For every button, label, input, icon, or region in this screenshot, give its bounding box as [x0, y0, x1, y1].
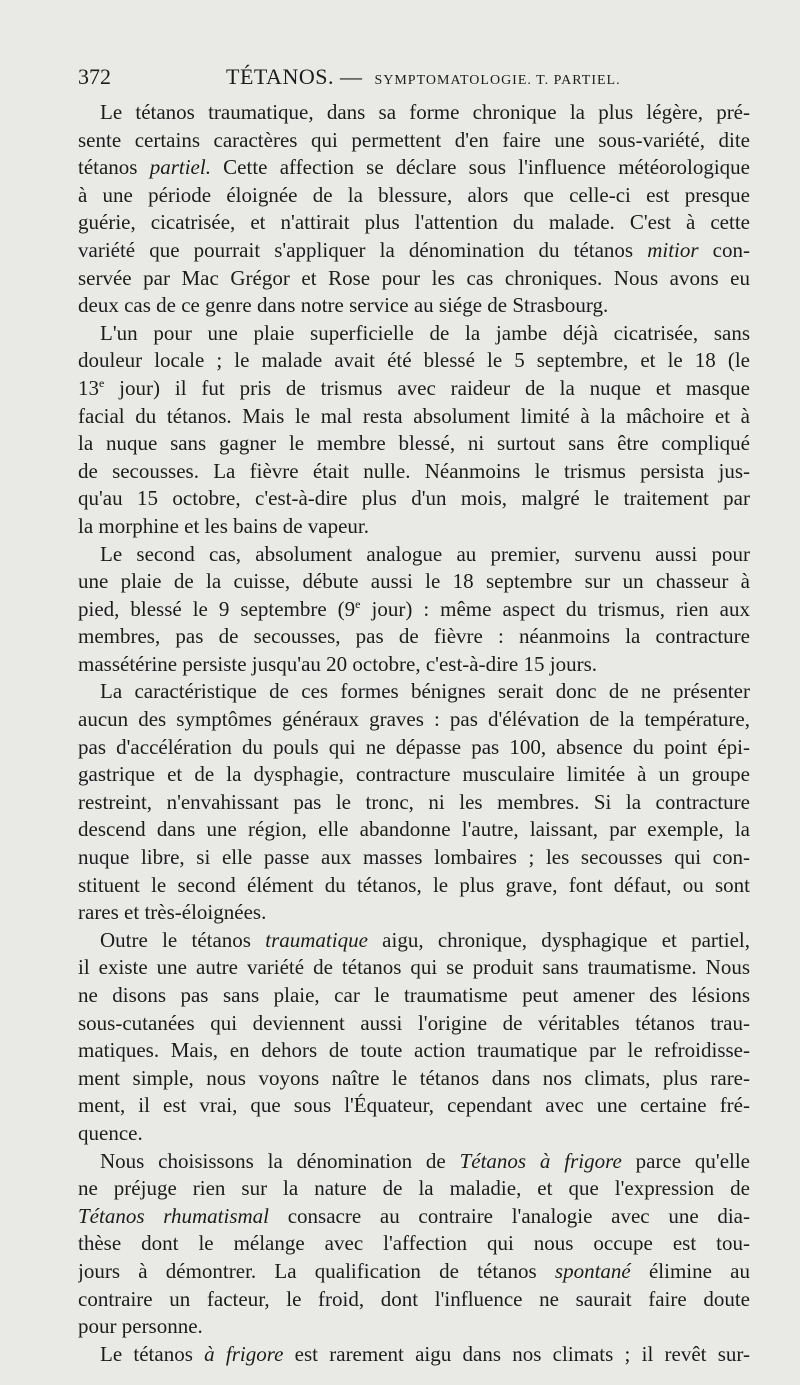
superscript: e: [355, 596, 361, 611]
text-line: [78, 209, 750, 237]
text-run: La caractéristique de ces formes bénignes serait donc de ne présenter: [100, 679, 750, 704]
text-run: pied, blessé le 9 septembre (9: [78, 596, 356, 621]
text-run: ne préjuge rien sur la nature de la maladie, et que l'expression de: [78, 1176, 750, 1201]
text-run: ne disons pas sans plaie, car le traumatisme peut amener des lésions: [78, 983, 750, 1007]
text-line: [78, 1203, 750, 1231]
text-run: thèse dont le mélange avec l'affection qui nous occupe est tou-: [78, 1231, 750, 1256]
text-run: Le tétanos traumatique, dans sa forme chronique la plus légère, pré-: [100, 100, 750, 124]
text-run: à une période éloignée de la blessure, alors que celle-ci est presque: [78, 182, 750, 207]
text-line: [78, 734, 750, 762]
text-run: con-: [698, 237, 750, 262]
running-title: [226, 64, 621, 90]
italic-term: à frigore: [204, 1341, 284, 1366]
text-line: [78, 927, 750, 955]
text-line: [78, 596, 750, 624]
text-line: [78, 872, 750, 900]
italic-term: partiel.: [149, 155, 211, 180]
text-run: deux cas de ce genre dans notre service au siége de Strasbourg.: [78, 293, 609, 318]
text-line: [78, 678, 750, 706]
text-run: 13: [78, 375, 99, 400]
text-line: [78, 403, 750, 431]
text-line: [78, 1037, 750, 1065]
text-run: jours à démontrer. La qualification de tétanos: [78, 1258, 555, 1283]
text-run: gastrique et de la dysphagie, contracture musculaire limitée à un groupe: [78, 762, 750, 787]
text-line: [78, 1313, 750, 1341]
text-line: [78, 347, 750, 375]
chapter-title: TÉTANOS. —: [226, 64, 363, 89]
text-line: [78, 954, 750, 982]
text-run: élimine au: [630, 1258, 750, 1283]
text-run: une plaie de la cuisse, débute aussi le 18 septembre sur un chasseur à: [78, 569, 750, 594]
text-run: qu'au 15 octobre, c'est-à-dire plus d'un mois, malgré le traitement par: [78, 486, 750, 511]
italic-term: Tétanos à frigore: [459, 1148, 622, 1173]
text-run: guérie, cicatrisée, et n'attirait plus l'attention du malade. C'est à cette: [78, 210, 750, 235]
text-line: [78, 458, 750, 486]
text-run: pas d'accélération du pouls qui ne dépasse pas 100, absence du point épi-: [78, 734, 750, 759]
text-line: [78, 265, 750, 293]
text-run: aucun des symptômes généraux graves : pas d'élévation de la température,: [78, 707, 750, 732]
text-run: tétanos: [78, 155, 150, 180]
text-line: [78, 1148, 750, 1176]
text-line: [78, 154, 750, 182]
text-line: [78, 651, 750, 679]
text-run: Outre le tétanos: [100, 927, 266, 952]
text-line: [78, 1341, 750, 1369]
body-text: [78, 99, 750, 1368]
text-run: contraire un facteur, le froid, dont l'influence ne saurait faire doute: [78, 1286, 750, 1311]
text-run: parce qu'elle: [621, 1148, 750, 1173]
text-line: [78, 789, 750, 817]
text-line: [78, 513, 750, 541]
text-run: Le tétanos: [100, 1341, 205, 1366]
text-run: descend dans une région, elle abandonne l'autre, laissant, par exemple, la: [78, 817, 750, 842]
text-line: [78, 816, 750, 844]
text-line: [78, 99, 750, 127]
text-line: [78, 1120, 750, 1148]
text-run: Cette affection se déclare sous l'influence météorologique: [210, 155, 750, 180]
italic-term: spontané: [554, 1258, 631, 1283]
text-line: [78, 320, 750, 348]
text-line: [78, 568, 750, 596]
text-line: [78, 982, 750, 1010]
text-run: aigu, chronique, dysphagique et partiel,: [367, 927, 750, 952]
text-line: [78, 1230, 750, 1258]
text-run: douleur locale ; le malade avait été blessé le 5 septembre, et le 18 (le: [78, 348, 750, 373]
text-run: restreint, n'envahissant pas le tronc, ni les membres. Si la contracture: [78, 789, 750, 814]
text-run: stituent le second élément du tétanos, le plus grave, font défaut, ou sont: [78, 872, 750, 897]
text-run: sous-cutanées qui deviennent aussi l'origine de véritables tétanos trau-: [78, 1010, 750, 1035]
text-run: la nuque sans gagner le membre blessé, ni surtout sans être compliqué: [78, 431, 750, 456]
text-line: [78, 706, 750, 734]
italic-term: traumatique: [265, 927, 368, 952]
text-line: [78, 430, 750, 458]
page-number: 372: [78, 64, 111, 89]
text-line: [78, 1010, 750, 1038]
text-run: ment simple, nous voyons naître le tétanos dans nos climats, plus rare-: [78, 1065, 750, 1090]
text-line: [78, 899, 750, 927]
text-run: L'un pour une plaie superficielle de la jambe déjà cicatrisée, sans: [100, 320, 750, 345]
text-line: [78, 485, 750, 513]
text-run: rares et très-éloignées.: [78, 900, 267, 925]
text-run: jour) : même aspect du trismus, rien aux: [360, 596, 750, 621]
text-line: [78, 375, 750, 403]
section-title: SYMPTOMATOLOGIE. T. PARTIEL.: [374, 73, 621, 88]
text-line: [78, 541, 750, 569]
text-run: Le second cas, absolument analogue au premier, survenu aussi pour: [100, 541, 750, 566]
text-line: [78, 1286, 750, 1314]
text-run: consacre au contraire l'analogie avec une dia-: [269, 1203, 750, 1228]
text-run: ment, il est vrai, que sous l'Équateur, cependant avec une certaine fré-: [78, 1093, 750, 1118]
italic-term: mitior: [647, 237, 699, 262]
text-run: de secousses. La fièvre était nulle. Néanmoins le trismus persista jus-: [78, 458, 750, 483]
text-line: [78, 1175, 750, 1203]
text-run: nuque libre, si elle passe aux masses lombaires ; les secousses qui con-: [78, 845, 750, 870]
text-run: facial du tétanos. Mais le mal resta absolument limité à la mâchoire et à: [78, 403, 750, 428]
text-line: [78, 844, 750, 872]
text-line: [78, 1092, 750, 1120]
text-run: membres, pas de secousses, pas de fièvre : néanmoins la contracture: [78, 624, 750, 649]
text-run: la morphine et les bains de vapeur.: [78, 513, 369, 538]
text-run: jour) il fut pris de trismus avec raideur de la nuque et masque: [104, 375, 750, 400]
running-header: [78, 64, 750, 96]
text-line: [78, 1258, 750, 1286]
text-line: [78, 1065, 750, 1093]
text-line: [78, 761, 750, 789]
text-line: [78, 182, 750, 210]
text-run: est rarement aigu dans nos climats ; il revêt sur-: [283, 1341, 750, 1366]
text-line: [78, 623, 750, 651]
text-line: [78, 292, 750, 320]
text-run: Nous choisissons la dénomination de: [100, 1148, 460, 1173]
text-run: quence.: [78, 1120, 143, 1145]
text-run: pour personne.: [78, 1314, 203, 1339]
text-line: [78, 127, 750, 155]
text-run: sente certains caractères qui permettent d'en faire une sous-variété, dite: [78, 127, 750, 152]
text-run: il existe une autre variété de tétanos qui se produit sans traumatisme. Nous: [78, 955, 750, 980]
text-run: massétérine persiste jusqu'au 20 octobre, c'est-à-dire 15 jours.: [78, 651, 597, 676]
text-line: [78, 237, 750, 265]
text-run: variété que pourrait s'appliquer la dénomination du tétanos: [78, 237, 648, 262]
italic-term: Tétanos rhumatismal: [78, 1203, 270, 1228]
text-run: matiques. Mais, en dehors de toute action traumatique par le refroidisse-: [78, 1038, 750, 1063]
text-run: servée par Mac Grégor et Rose pour les cas chroniques. Nous avons eu: [78, 265, 750, 290]
superscript: e: [99, 375, 105, 390]
